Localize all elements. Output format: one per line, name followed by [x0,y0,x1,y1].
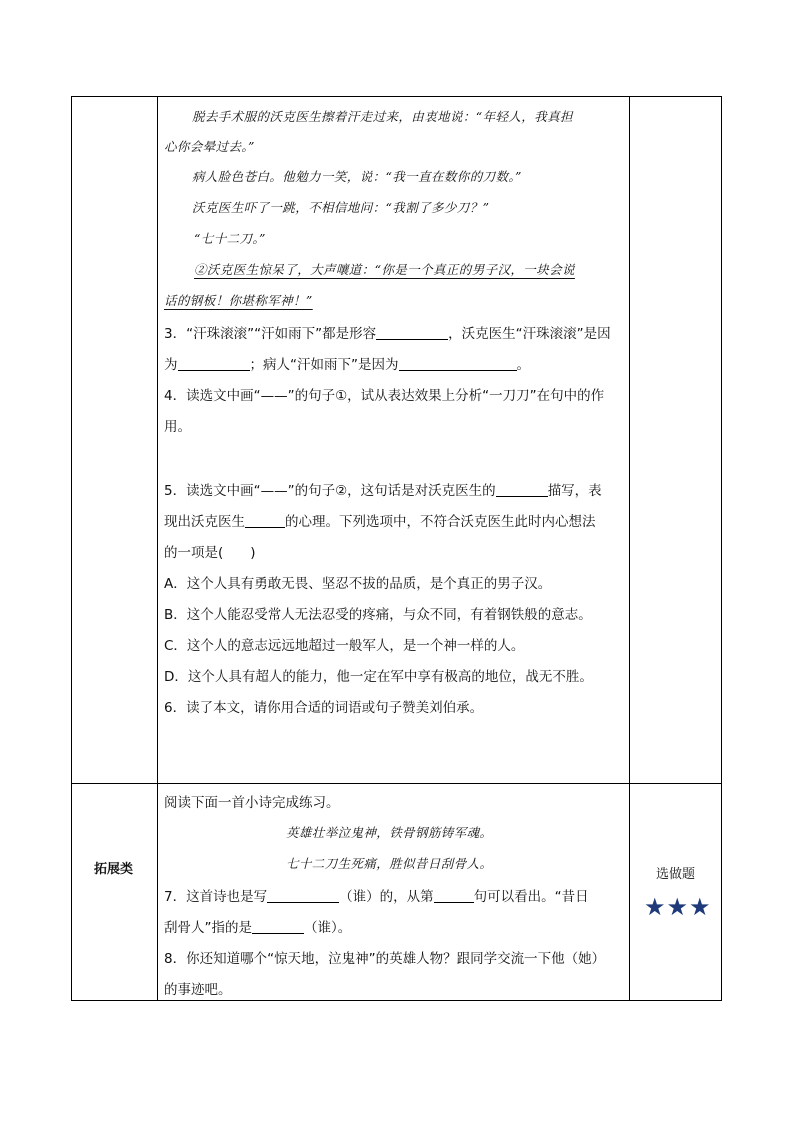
passage-line: 病人脸色苍白。他勉力一笑，说：“我一直在数你的刀数。” [192,169,522,184]
column-divider-1 [157,97,158,1000]
optional-question-note: 选做题 [656,867,696,882]
underlined-sentence-2-cont: 话的钢板！你堪称军神！” [164,293,313,308]
option-c[interactable]: C．这个人的意志远远地超过一般军人，是一个神一样的人。 [164,638,525,654]
question-6: 6．读了本文，请你用合适的词语或句子赞美刘伯承。 [164,700,484,716]
question-7-line2: 刮骨人”指的是 （谁）。 [164,920,352,936]
option-b[interactable]: B．这个人能忍受常人无法忍受的疼痛，与众不同，有着钢铁般的意志。 [164,607,592,623]
answer-blank[interactable] [399,356,517,371]
passage-line: “七十二刀。” [194,231,266,246]
underlined-sentence-2: ②沃克医生惊呆了，大声嚷道：“你是一个真正的男子汉，一块会说 [194,262,575,277]
question-3-line2: 为 ；病人“汗如雨下”是因为 。 [164,357,530,373]
question-5-line3: 的一项是( ) [164,545,256,561]
question-7-line1: 7．这首诗也是写 （谁）的，从第 句可以看出。“昔日 [164,889,589,905]
question-3-line1: 3．“汗珠滚滚”“汗如雨下”都是形容 ，沃克医生“汗珠滚滚”是因 [164,326,611,342]
row-divider [72,783,721,784]
answer-blank[interactable] [178,356,250,371]
question-5-line2: 现出沃克医生 的心理。下列选项中，不符合沃克医生此时内心想法 [164,514,596,530]
passage-line: 心你会晕过去。” [164,139,255,154]
question-4-line1: 4．读选文中画“——”的句子①，试从表达效果上分析“一刀刀”在句中的作 [164,388,605,404]
answer-blank[interactable] [252,919,304,934]
question-5-line1: 5．读选文中画“——”的句子②，这句话是对沃克医生的 描写，表 [164,483,602,499]
answer-blank[interactable] [496,482,548,497]
answer-blank[interactable] [376,325,448,340]
question-8-line1: 8．你还知道哪个“惊天地，泣鬼神”的英雄人物？跟同学交流一下他（她） [164,951,606,967]
extension-intro: 阅读下面一首小诗完成练习。 [164,795,340,811]
question-4-line2: 用。 [164,419,191,435]
poem-line-2: 七十二刀生死痛，胜似昔日刮骨人。 [286,856,493,871]
answer-blank[interactable] [267,888,339,903]
passage-line: 沃克医生吓了一跳，不相信地问：“我割了多少刀？” [192,200,490,215]
answer-blank[interactable] [245,513,285,528]
option-a[interactable]: A．这个人具有勇敢无畏、坚忍不拔的品质，是个真正的男子汉。 [164,576,552,592]
question-8-line2: 的事迹吧。 [164,982,232,998]
answer-blank[interactable] [434,888,474,903]
poem-line-1: 英雄壮举泣鬼神，铁骨钢筋铸军魂。 [286,825,493,840]
extension-label: 拓展类 [94,862,134,877]
option-d[interactable]: D．这个人具有超人的能力，他一定在军中享有极高的地位，战无不胜。 [164,669,593,685]
difficulty-stars-icon: ★★★ [644,893,712,921]
worksheet-table [71,96,722,1001]
passage-line: 脱去手术服的沃克医生擦着汗走过来，由衷地说：“年轻人，我真担 [192,109,573,124]
column-divider-2 [629,97,630,1000]
